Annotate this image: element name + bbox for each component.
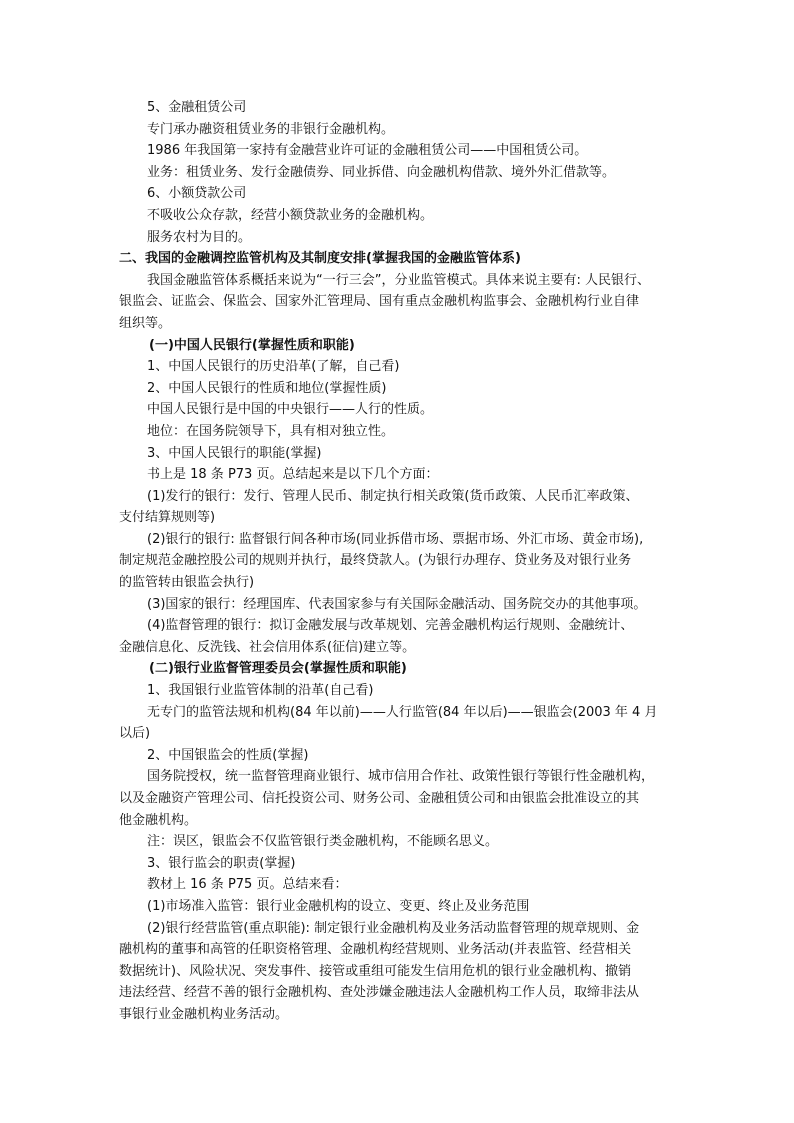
document-body	[119, 97, 679, 1026]
text-line: 专门承办融资租赁业务的非银行金融机构。	[147, 121, 395, 137]
subsection-heading: (一)中国人民银行(掌握性质和职能)	[149, 337, 355, 353]
text-line: 以及金融资产管理公司、信托投资公司、财务公司、金融租赁公司和由银监会批准设立的其	[119, 791, 640, 806]
section-heading: 二、我国的金融调控监管机构及其制度安排(掌握我国的金融监管体系)	[119, 251, 521, 267]
text-line: 制定规范金融控股公司的规则并执行，最终贷款人。(为银行办理存、贷业务及对银行业务	[119, 553, 632, 569]
text-line: 1986 年我国第一家持有金融营业许可证的金融租赁公司——中国租赁公司。	[147, 143, 588, 159]
text-line: 1、中国人民银行的历史沿革(了解，自己看)	[147, 359, 400, 375]
text-line: 注：误区，银监会不仅监管银行类金融机构，不能顾名思义。	[147, 834, 499, 850]
text-line: (4)监督管理的银行：拟订金融发展与改革规划、完善金融机构运行规则、金融统计、	[147, 618, 634, 634]
text-line: 书上是 18 条 P73 页。总结起来是以下几个方面：	[147, 467, 439, 483]
text-line: 教材上 16 条 P75 页。总结来看：	[147, 877, 348, 893]
text-line: 2、中国银监会的性质(掌握)	[147, 747, 309, 763]
text-line: 无专门的监管法规和机构(84 年以前)——人行监管(84 年以后)——银监会(2003 年 4 月	[147, 704, 658, 720]
text-line: 5、金融租赁公司	[147, 100, 247, 115]
text-line: 金融信息化、反洗钱、社会信用体系(征信)建立等。	[119, 639, 416, 655]
text-line: 6、小额贷款公司	[147, 186, 247, 202]
text-line: 3、中国人民银行的职能(掌握)	[147, 445, 322, 461]
text-line: (2)银行经营监管(重点职能): 制定银行业金融机构及业务活动监督管理的规章规则、金	[147, 920, 640, 936]
text-line: 不吸收公众存款，经营小额贷款业务的金融机构。	[147, 207, 434, 223]
text-line: (3)国家的银行：经理国库、代表国家参与有关国际金融活动、国务院交办的其他事项。	[147, 596, 647, 612]
text-line: 他金融机构。	[119, 812, 198, 828]
text-line: 中国人民银行是中国的中央银行——人行的性质。	[147, 402, 434, 418]
text-line: (1)发行的银行：发行、管理人民币、制定执行相关政策(货币政策、人民币汇率政策、	[147, 488, 639, 504]
text-line: 2、中国人民银行的性质和地位(掌握性质)	[147, 380, 387, 396]
text-line: 1、我国银行业监管体制的沿革(自己看)	[147, 683, 374, 699]
subsection-heading: (二)银行业监督管理委员会(掌握性质和职能)	[149, 661, 407, 677]
text-line: 以后)	[119, 726, 151, 742]
text-line: 国务院授权，统一监督管理商业银行、城市信用合作社、政策性银行等银行性金融机构，	[147, 769, 655, 785]
text-line: 业务：租赁业务、发行金融债券、同业拆借、向金融机构借款、境外外汇借款等。	[147, 164, 616, 180]
text-line: 银监会、证监会、保监会、国家外汇管理局、国有重点金融机构监事会、金融机构行业自律	[119, 294, 640, 310]
text-line: 违法经营、经营不善的银行金融机构、查处涉嫌金融违法人金融机构工作人员，取缔非法从	[119, 985, 640, 1001]
text-line: 数据统计)、风险状况、突发事件、接管或重组可能发生信用危机的银行业金融机构、撤销	[119, 963, 632, 979]
text-line: (2)银行的银行: 监督银行间各种市场(同业拆借市场、票据市场、外汇市场、黄金市场),	[147, 531, 644, 547]
text-line: 的监管转由银监会执行)	[119, 575, 255, 591]
text-line: 3、银行监会的职责(掌握)	[147, 855, 296, 871]
text-line: 融机构的董事和高管的任职资格管理、金融机构经营规则、业务活动(并表监管、经营相关	[119, 942, 632, 958]
text-line: 事银行业金融机构业务活动。	[119, 1006, 289, 1022]
text-line: 我国金融监管体系概括来说为“一行三会”，分业监管模式。具体来说主要有: 人民银行、	[147, 272, 650, 288]
text-line: 服务农村为目的。	[147, 229, 252, 245]
text-line: 地位：在国务院领导下，具有相对独立性。	[147, 423, 395, 439]
text-line: 组织等。	[119, 315, 172, 331]
text-line: (1)市场准入监管：银行业金融机构的设立、变更、终止及业务范围	[147, 898, 530, 914]
text-line: 支付结算规则等)	[119, 510, 216, 526]
